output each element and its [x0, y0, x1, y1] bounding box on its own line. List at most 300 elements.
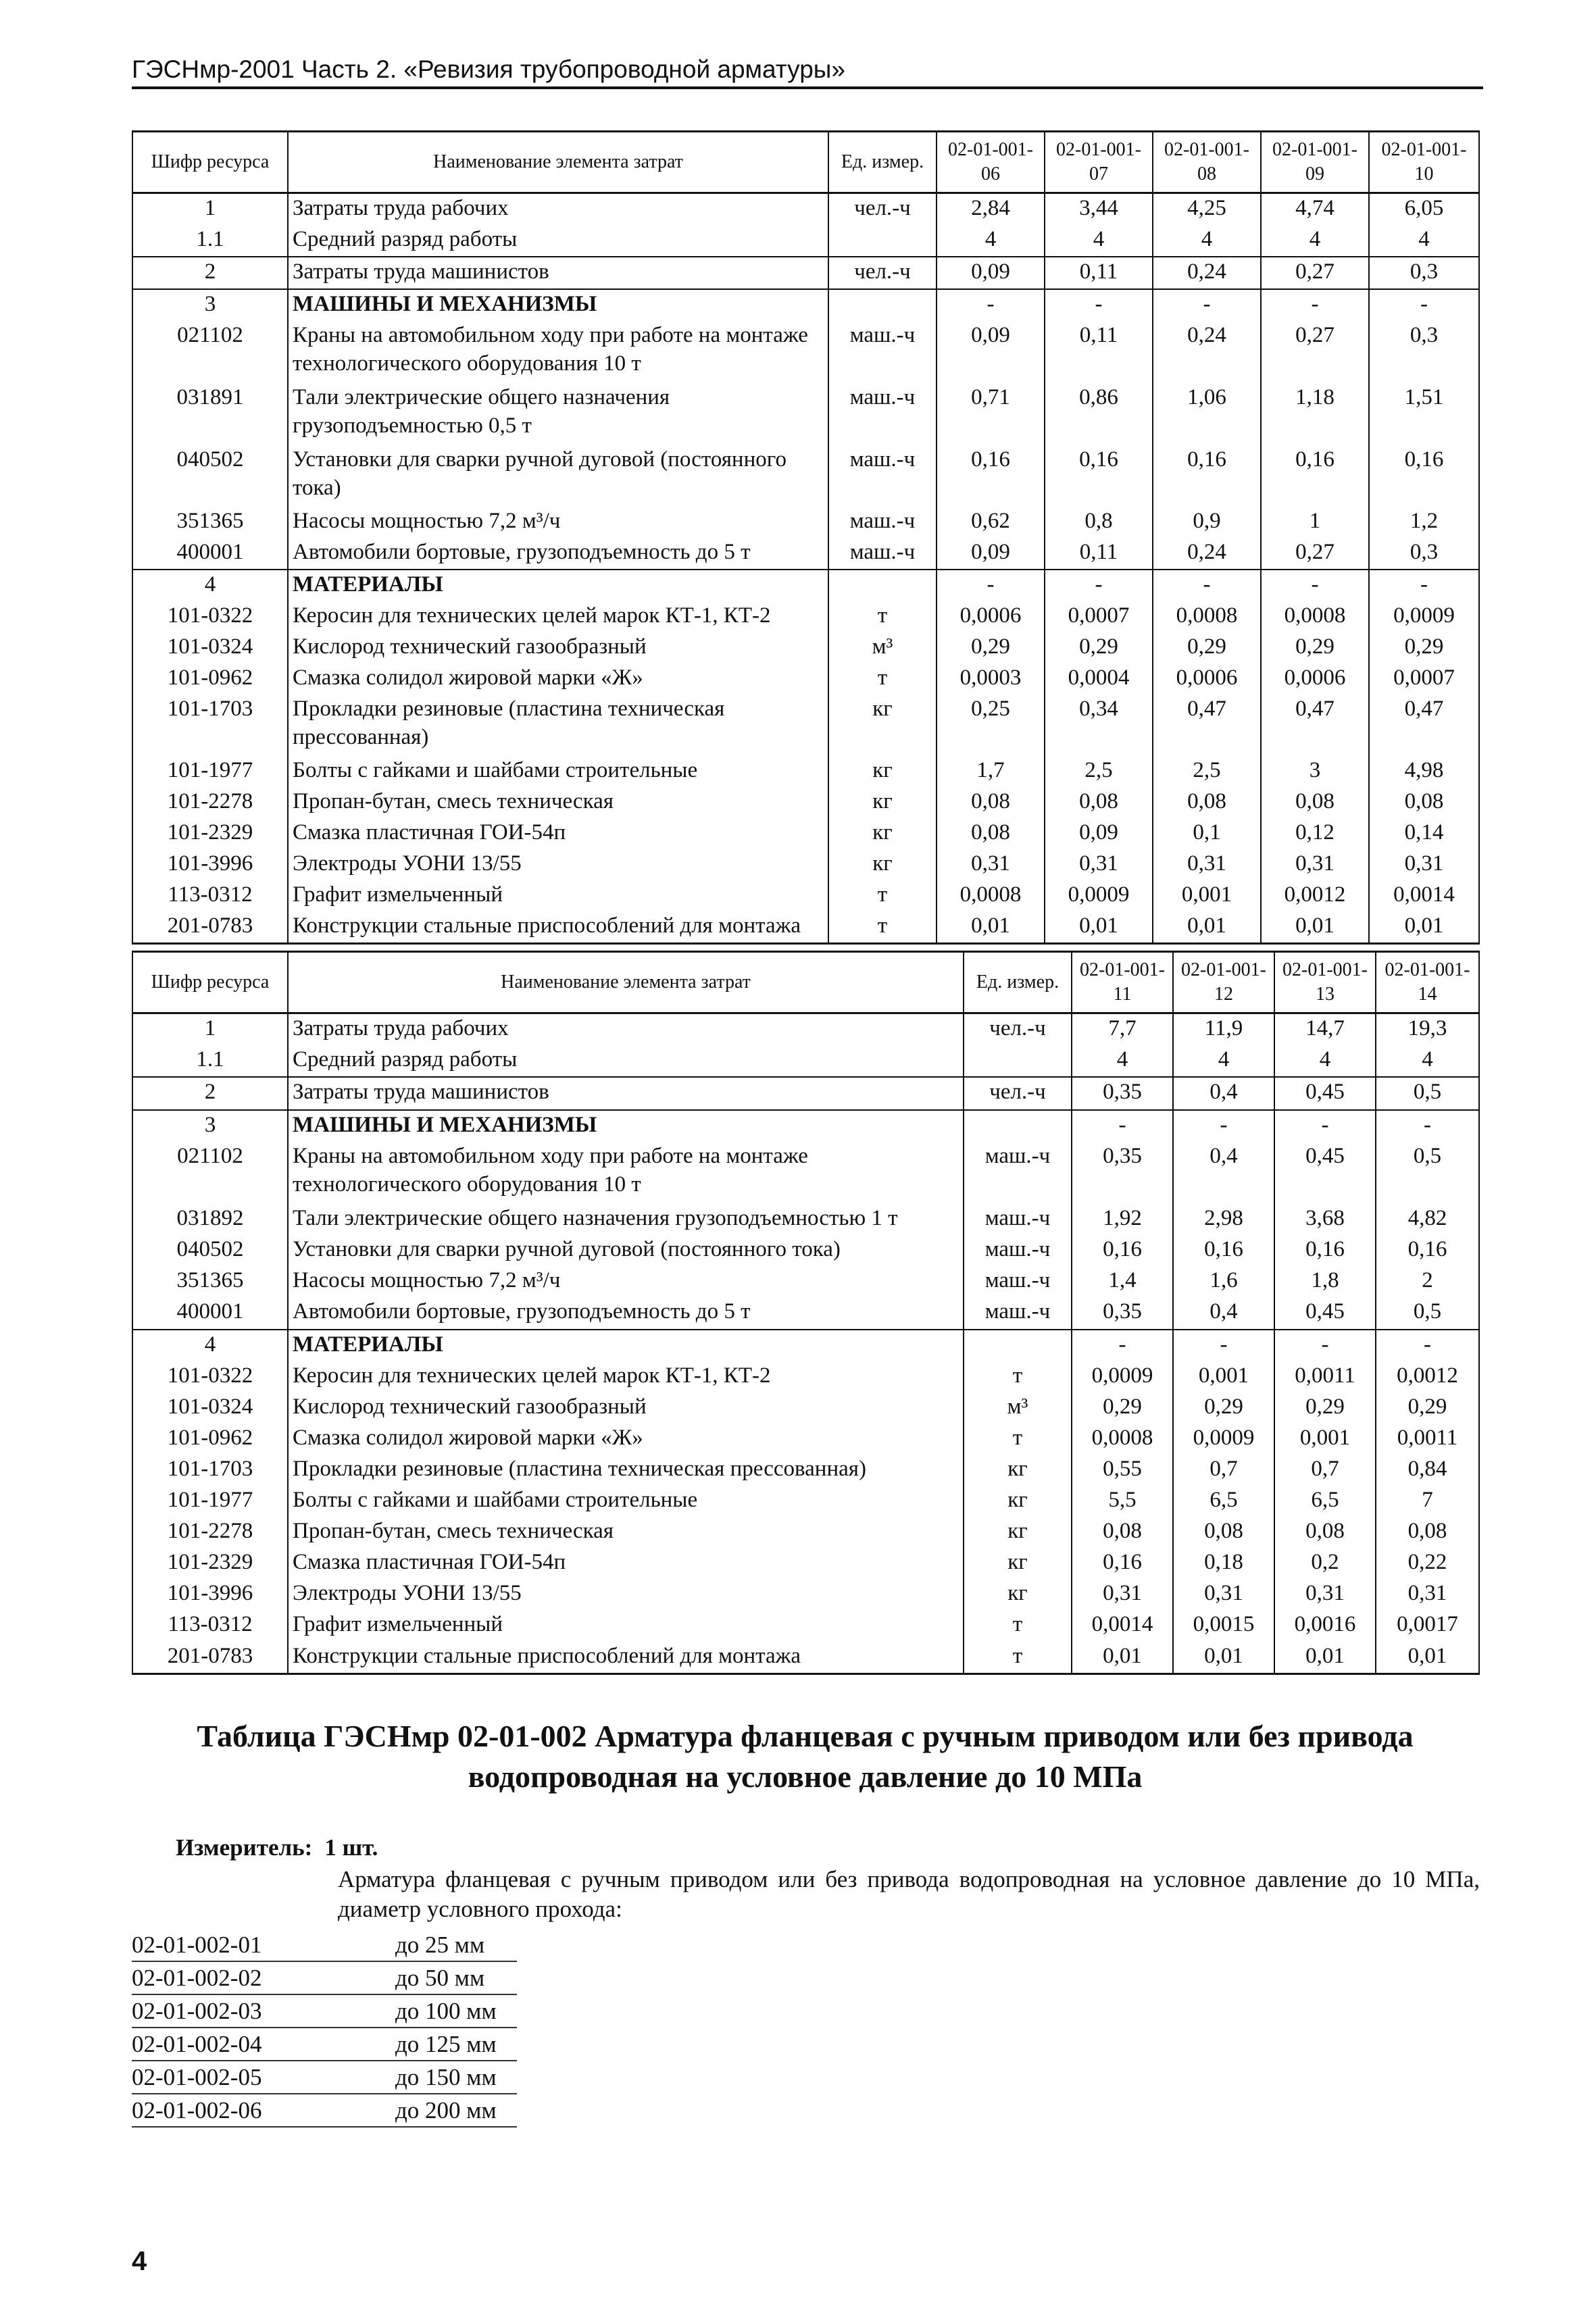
value-cell: 0,0003: [937, 663, 1045, 695]
value-cell: 0,01: [1376, 1642, 1479, 1674]
value-cell: 1,2: [1369, 507, 1479, 538]
value-cell: 0,1: [1153, 818, 1261, 849]
col-variant-header: 02-01-001-06: [937, 132, 1045, 193]
list-item: [132, 2028, 517, 2061]
value-cell: 0,27: [1261, 538, 1369, 570]
value-cell: 0,0014: [1072, 1610, 1173, 1641]
resource-code: 101-0322: [132, 601, 288, 632]
unit-cell: [964, 1330, 1072, 1361]
cost-element-name: МАТЕРИАЛЫ: [288, 570, 828, 601]
value-cell: 0,29: [1072, 1392, 1173, 1424]
value-cell: 0,0006: [1261, 663, 1369, 695]
resource-code: 101-3996: [132, 849, 288, 880]
value-cell: 4: [1072, 1045, 1173, 1077]
value-cell: 2,98: [1173, 1204, 1274, 1235]
meter-label: Измеритель:: [176, 1834, 313, 1861]
cost-element-name: Установки для сварки ручной дуговой (постоянного тока): [288, 1235, 964, 1266]
value-cell: 0,08: [1045, 787, 1153, 818]
value-cell: 0,0009: [1045, 880, 1153, 911]
table-row: [132, 1610, 1479, 1641]
resource-code: 400001: [132, 538, 288, 570]
value-cell: 0,0017: [1376, 1610, 1479, 1641]
col-variant-header: 02-01-001-13: [1274, 952, 1376, 1013]
unit-cell: маш.-ч: [964, 1266, 1072, 1297]
value-cell: 0,7: [1274, 1455, 1376, 1486]
value-cell: -: [1369, 570, 1479, 601]
table-row: [132, 321, 1479, 383]
resource-code: 021102: [132, 1142, 288, 1204]
cost-element-name: Смазка солидол жировой марки «Ж»: [288, 663, 828, 695]
value-cell: -: [1153, 570, 1261, 601]
value-cell: 0,01: [1045, 911, 1153, 944]
table-row: [132, 911, 1479, 944]
cost-element-name: МАШИНЫ И МЕХАНИЗМЫ: [288, 289, 828, 321]
cost-element-name: Болты с гайками и шайбами строительные: [288, 756, 828, 787]
value-cell: 0,0008: [1153, 601, 1261, 632]
value-cell: 0,16: [1072, 1235, 1173, 1266]
value-cell: 0,31: [1369, 849, 1479, 880]
unit-cell: [964, 1110, 1072, 1142]
value-cell: 0,31: [1072, 1579, 1173, 1610]
table-row: [132, 1486, 1479, 1517]
value-cell: 0,16: [1173, 1235, 1274, 1266]
unit-cell: т: [964, 1424, 1072, 1455]
unit-cell: т: [828, 601, 937, 632]
unit-cell: чел.-ч: [828, 257, 937, 289]
value-cell: 0,11: [1045, 538, 1153, 570]
table-row: [132, 193, 1479, 226]
unit-cell: маш.-ч: [828, 445, 937, 507]
value-cell: -: [1173, 1330, 1274, 1361]
col-code-header: Шифр ресурса: [132, 952, 288, 1013]
value-cell: 0,27: [1261, 257, 1369, 289]
cost-element-name: Установки для сварки ручной дуговой (постоянного тока): [288, 445, 828, 507]
table-row: [132, 1077, 1479, 1109]
value-cell: 6,5: [1274, 1486, 1376, 1517]
value-cell: 6,05: [1369, 193, 1479, 226]
cost-element-name: Конструкции стальные приспособлений для монтажа: [288, 1642, 964, 1674]
value-cell: 0,4: [1173, 1297, 1274, 1329]
value-cell: 0,001: [1274, 1424, 1376, 1455]
resource-code: 021102: [132, 321, 288, 383]
table-row: [132, 225, 1479, 257]
meter-value: 1 шт.: [324, 1834, 378, 1861]
value-cell: 0,5: [1376, 1077, 1479, 1109]
item-text: до 200 мм: [395, 2097, 497, 2123]
value-cell: -: [1261, 570, 1369, 601]
value-cell: -: [1173, 1110, 1274, 1142]
resource-code: 101-3996: [132, 1579, 288, 1610]
unit-cell: кг: [964, 1517, 1072, 1548]
unit-cell: маш.-ч: [828, 383, 937, 445]
table-row: [132, 1548, 1479, 1579]
cost-element-name: Средний разряд работы: [288, 225, 828, 257]
col-variant-header: 02-01-001-09: [1261, 132, 1369, 193]
table-row: [132, 257, 1479, 289]
value-cell: -: [1274, 1330, 1376, 1361]
resource-code: 113-0312: [132, 880, 288, 911]
unit-cell: т: [964, 1610, 1072, 1641]
value-cell: 0,8: [1045, 507, 1153, 538]
col-unit-header: Ед. измер.: [828, 132, 937, 193]
table-row: [132, 818, 1479, 849]
value-cell: 0,01: [1369, 911, 1479, 944]
section-title: Таблица ГЭСНмр 02-01-002 Арматура фланцевая с ручным приводом или без привода водопроводная на условное давление до 10 МПа: [197, 1719, 1414, 1794]
resource-code: 1.1: [132, 225, 288, 257]
cost-element-name: Прокладки резиновые (пластина техническая прессованная): [288, 1455, 964, 1486]
table-row: [132, 1110, 1479, 1142]
value-cell: 0,31: [1274, 1579, 1376, 1610]
list-item: [132, 1995, 517, 2028]
item-text: до 25 мм: [395, 1932, 485, 1958]
table-row: [132, 1266, 1479, 1297]
value-cell: 7: [1376, 1486, 1479, 1517]
value-cell: 1: [1261, 507, 1369, 538]
resource-code: 101-0324: [132, 632, 288, 663]
value-cell: 0,0008: [937, 880, 1045, 911]
value-cell: 0,01: [1153, 911, 1261, 944]
value-cell: 0,08: [1072, 1517, 1173, 1548]
table-row: [132, 445, 1479, 507]
resource-code: 3: [132, 1110, 288, 1142]
value-cell: 0,31: [937, 849, 1045, 880]
value-cell: 0,35: [1072, 1297, 1173, 1329]
table-row: [132, 289, 1479, 321]
value-cell: 0,01: [937, 911, 1045, 944]
value-cell: 0,08: [937, 787, 1045, 818]
resource-code: 101-0962: [132, 663, 288, 695]
unit-cell: маш.-ч: [964, 1142, 1072, 1204]
value-cell: 0,0012: [1376, 1361, 1479, 1392]
cost-element-name: Пропан-бутан, смесь техническая: [288, 787, 828, 818]
table-row: [132, 1013, 1479, 1046]
value-cell: 2,5: [1153, 756, 1261, 787]
item-code: 02-01-002-01: [132, 1932, 262, 1958]
value-cell: 0,22: [1376, 1548, 1479, 1579]
table-row: [132, 632, 1479, 663]
value-cell: 0,16: [1153, 445, 1261, 507]
value-cell: 0,16: [1369, 445, 1479, 507]
value-cell: 0,0009: [1072, 1361, 1173, 1392]
page-number: 4: [132, 2246, 147, 2276]
value-cell: 0,45: [1274, 1077, 1376, 1109]
value-cell: 0,4: [1173, 1142, 1274, 1204]
resource-code: 101-2278: [132, 787, 288, 818]
resource-code: 1.1: [132, 1045, 288, 1077]
value-cell: -: [1261, 289, 1369, 321]
resource-code: 1: [132, 1013, 288, 1046]
cost-element-name: Электроды УОНИ 13/55: [288, 1579, 964, 1610]
value-cell: -: [1376, 1110, 1479, 1142]
cost-element-name: Автомобили бортовые, грузоподъемность до 5 т: [288, 538, 828, 570]
unit-cell: т: [964, 1642, 1072, 1674]
value-cell: 0,16: [1072, 1548, 1173, 1579]
value-cell: 0,16: [1045, 445, 1153, 507]
resource-code: 101-0324: [132, 1392, 288, 1424]
value-cell: 1,51: [1369, 383, 1479, 445]
value-cell: 0,4: [1173, 1077, 1274, 1109]
value-cell: 0,0006: [1153, 663, 1261, 695]
meter-line: [176, 1834, 378, 1861]
value-cell: 0,08: [1261, 787, 1369, 818]
value-cell: 0,84: [1376, 1455, 1479, 1486]
item-code: 02-01-002-06: [132, 2097, 262, 2123]
resource-code: 101-2329: [132, 1548, 288, 1579]
value-cell: 0,31: [1261, 849, 1369, 880]
value-cell: 1,92: [1072, 1204, 1173, 1235]
value-cell: 0,09: [937, 321, 1045, 383]
value-cell: 1,8: [1274, 1266, 1376, 1297]
cost-element-name: Прокладки резиновые (пластина техническая прессованная): [288, 695, 828, 757]
cost-element-name: Насосы мощностью 7,2 м³/ч: [288, 1266, 964, 1297]
unit-cell: маш.-ч: [964, 1204, 1072, 1235]
table-row: [132, 1424, 1479, 1455]
resource-code: 101-1977: [132, 756, 288, 787]
resource-code: 4: [132, 570, 288, 601]
value-cell: 4,98: [1369, 756, 1479, 787]
table-row: [132, 849, 1479, 880]
unit-cell: кг: [828, 787, 937, 818]
value-cell: 0,0012: [1261, 880, 1369, 911]
value-cell: 0,11: [1045, 257, 1153, 289]
unit-cell: чел.-ч: [828, 193, 937, 226]
unit-cell: маш.-ч: [828, 321, 937, 383]
cost-element-name: Конструкции стальные приспособлений для монтажа: [288, 911, 828, 944]
col-unit-header: Ед. измер.: [964, 952, 1072, 1013]
resource-code: 2: [132, 257, 288, 289]
resource-code: 400001: [132, 1297, 288, 1329]
value-cell: 0,24: [1153, 257, 1261, 289]
cost-element-name: Электроды УОНИ 13/55: [288, 849, 828, 880]
table-row: [132, 1235, 1479, 1266]
cost-element-name: Тали электрические общего назначения грузоподъемностью 1 т: [288, 1204, 964, 1235]
value-cell: 0,08: [1274, 1517, 1376, 1548]
page-header: ГЭСНмр-2001 Часть 2. «Ревизия трубопроводной арматуры»: [132, 55, 1483, 89]
list-item: [132, 1929, 517, 1962]
value-cell: 0,08: [1376, 1517, 1479, 1548]
value-cell: 14,7: [1274, 1013, 1376, 1046]
table-row: [132, 570, 1479, 601]
cost-element-name: Керосин для технических целей марок КТ-1, КТ-2: [288, 601, 828, 632]
value-cell: 0,25: [937, 695, 1045, 757]
value-cell: 0,16: [1261, 445, 1369, 507]
cost-element-name: Смазка солидол жировой марки «Ж»: [288, 1424, 964, 1455]
cost-element-name: Кислород технический газообразный: [288, 632, 828, 663]
col-variant-header: 02-01-001-10: [1369, 132, 1479, 193]
value-cell: 0,18: [1173, 1548, 1274, 1579]
value-cell: 1,6: [1173, 1266, 1274, 1297]
col-variant-header: 02-01-001-08: [1153, 132, 1261, 193]
value-cell: 0,24: [1153, 321, 1261, 383]
value-cell: 0,08: [1173, 1517, 1274, 1548]
table-row: [132, 1330, 1479, 1361]
value-cell: 0,34: [1045, 695, 1153, 757]
cost-element-name: Затраты труда машинистов: [288, 1077, 964, 1109]
resource-code: 101-2278: [132, 1517, 288, 1548]
list-item: [132, 2094, 517, 2128]
value-cell: 4,74: [1261, 193, 1369, 226]
value-cell: 0,14: [1369, 818, 1479, 849]
unit-cell: т: [964, 1361, 1072, 1392]
value-cell: 0,01: [1173, 1642, 1274, 1674]
value-cell: -: [1072, 1330, 1173, 1361]
value-cell: 0,5: [1376, 1297, 1479, 1329]
value-cell: 0,01: [1072, 1642, 1173, 1674]
value-cell: 0,08: [937, 818, 1045, 849]
unit-cell: т: [828, 663, 937, 695]
value-cell: 4,25: [1153, 193, 1261, 226]
value-cell: 0,29: [1045, 632, 1153, 663]
table-row: [132, 663, 1479, 695]
unit-cell: чел.-ч: [964, 1013, 1072, 1046]
value-cell: 0,29: [1369, 632, 1479, 663]
value-cell: 0,45: [1274, 1142, 1376, 1204]
value-cell: 0,24: [1153, 538, 1261, 570]
value-cell: 0,08: [1369, 787, 1479, 818]
table-row: [132, 383, 1479, 445]
col-name-header: Наименование элемента затрат: [288, 132, 828, 193]
resource-code: 040502: [132, 445, 288, 507]
unit-cell: маш.-ч: [828, 507, 937, 538]
table-row: [132, 1142, 1479, 1204]
cost-element-name: МАШИНЫ И МЕХАНИЗМЫ: [288, 1110, 964, 1142]
item-code: 02-01-002-04: [132, 2031, 262, 2057]
value-cell: 0,01: [1261, 911, 1369, 944]
table-row: [132, 538, 1479, 570]
value-cell: 0,29: [1261, 632, 1369, 663]
resource-code: 351365: [132, 1266, 288, 1297]
resource-code: 201-0783: [132, 1642, 288, 1674]
value-cell: 0,35: [1072, 1142, 1173, 1204]
value-cell: 0,0011: [1376, 1424, 1479, 1455]
resource-code: 2: [132, 1077, 288, 1109]
value-cell: 0,2: [1274, 1548, 1376, 1579]
value-cell: 0,29: [1376, 1392, 1479, 1424]
cost-element-name: Тали электрические общего назначения грузоподъемностью 0,5 т: [288, 383, 828, 445]
value-cell: 0,0007: [1369, 663, 1479, 695]
cost-element-name: Краны на автомобильном ходу при работе на монтаже технологического оборудования 10 т: [288, 321, 828, 383]
norm-table-2: [132, 951, 1480, 1675]
unit-cell: чел.-ч: [964, 1077, 1072, 1109]
cost-element-name: Краны на автомобильном ходу при работе на монтаже технологического оборудования 10 т: [288, 1142, 964, 1204]
value-cell: 4: [937, 225, 1045, 257]
table-row: [132, 1392, 1479, 1424]
col-code-header: Шифр ресурса: [132, 132, 288, 193]
table-row: [132, 1642, 1479, 1674]
value-cell: 0,45: [1274, 1297, 1376, 1329]
value-cell: 0,31: [1173, 1579, 1274, 1610]
value-cell: 0,5: [1376, 1142, 1479, 1204]
cost-element-name: МАТЕРИАЛЫ: [288, 1330, 964, 1361]
resource-code: 101-0962: [132, 1424, 288, 1455]
value-cell: 0,11: [1045, 321, 1153, 383]
item-code: 02-01-002-03: [132, 1998, 262, 2024]
value-cell: 0,0008: [1072, 1424, 1173, 1455]
value-cell: 0,09: [937, 538, 1045, 570]
value-cell: -: [1274, 1110, 1376, 1142]
item-text: до 150 мм: [395, 2064, 497, 2090]
value-cell: 0,0006: [937, 601, 1045, 632]
value-cell: 6,5: [1173, 1486, 1274, 1517]
value-cell: 0,29: [1274, 1392, 1376, 1424]
value-cell: 0,0015: [1173, 1610, 1274, 1641]
resource-code: 101-1703: [132, 1455, 288, 1486]
value-cell: 0,3: [1369, 538, 1479, 570]
resource-code: 1: [132, 193, 288, 226]
unit-cell: [828, 570, 937, 601]
resource-code: 101-0322: [132, 1361, 288, 1392]
unit-cell: [828, 225, 937, 257]
value-cell: 1,06: [1153, 383, 1261, 445]
value-cell: 4: [1369, 225, 1479, 257]
value-cell: 4: [1153, 225, 1261, 257]
item-code: 02-01-002-05: [132, 2064, 262, 2090]
resource-code: 201-0783: [132, 911, 288, 944]
unit-cell: кг: [964, 1579, 1072, 1610]
item-text: до 125 мм: [395, 2031, 497, 2057]
value-cell: 0,09: [937, 257, 1045, 289]
unit-cell: маш.-ч: [964, 1235, 1072, 1266]
cost-element-name: Средний разряд работы: [288, 1045, 964, 1077]
value-cell: 0,09: [1045, 818, 1153, 849]
value-cell: 0,0014: [1369, 880, 1479, 911]
table-row: [132, 1455, 1479, 1486]
value-cell: 0,71: [937, 383, 1045, 445]
value-cell: -: [1045, 570, 1153, 601]
value-cell: 5,5: [1072, 1486, 1173, 1517]
value-cell: 0,16: [1376, 1235, 1479, 1266]
table-header-row: [132, 952, 1479, 1013]
value-cell: 4: [1261, 225, 1369, 257]
table-row: [132, 695, 1479, 757]
value-cell: 0,62: [937, 507, 1045, 538]
item-list: [132, 1929, 517, 2128]
unit-cell: кг: [964, 1455, 1072, 1486]
unit-cell: кг: [828, 695, 937, 757]
unit-cell: [828, 289, 937, 321]
table-row: [132, 1579, 1479, 1610]
value-cell: 4: [1173, 1045, 1274, 1077]
value-cell: 0,31: [1045, 849, 1153, 880]
resource-code: 031891: [132, 383, 288, 445]
cost-element-name: Болты с гайками и шайбами строительные: [288, 1486, 964, 1517]
item-code: 02-01-002-02: [132, 1965, 262, 1991]
value-cell: 0,0009: [1173, 1424, 1274, 1455]
unit-cell: кг: [828, 756, 937, 787]
table-row: [132, 1045, 1479, 1077]
value-cell: 3: [1261, 756, 1369, 787]
value-cell: 4,82: [1376, 1204, 1479, 1235]
value-cell: 0,47: [1369, 695, 1479, 757]
value-cell: -: [1376, 1330, 1479, 1361]
value-cell: -: [1072, 1110, 1173, 1142]
cost-element-name: Графит измельченный: [288, 880, 828, 911]
value-cell: 0,0011: [1274, 1361, 1376, 1392]
item-text: до 50 мм: [395, 1965, 485, 1991]
value-cell: 0,0007: [1045, 601, 1153, 632]
value-cell: -: [1153, 289, 1261, 321]
value-cell: -: [937, 289, 1045, 321]
value-cell: 0,47: [1153, 695, 1261, 757]
unit-cell: кг: [828, 818, 937, 849]
value-cell: 0,29: [1153, 632, 1261, 663]
value-cell: 0,001: [1173, 1361, 1274, 1392]
cost-element-name: Смазка пластичная ГОИ-54п: [288, 1548, 964, 1579]
value-cell: 4: [1274, 1045, 1376, 1077]
value-cell: 0,47: [1261, 695, 1369, 757]
value-cell: 0,12: [1261, 818, 1369, 849]
table-row: [132, 1517, 1479, 1548]
